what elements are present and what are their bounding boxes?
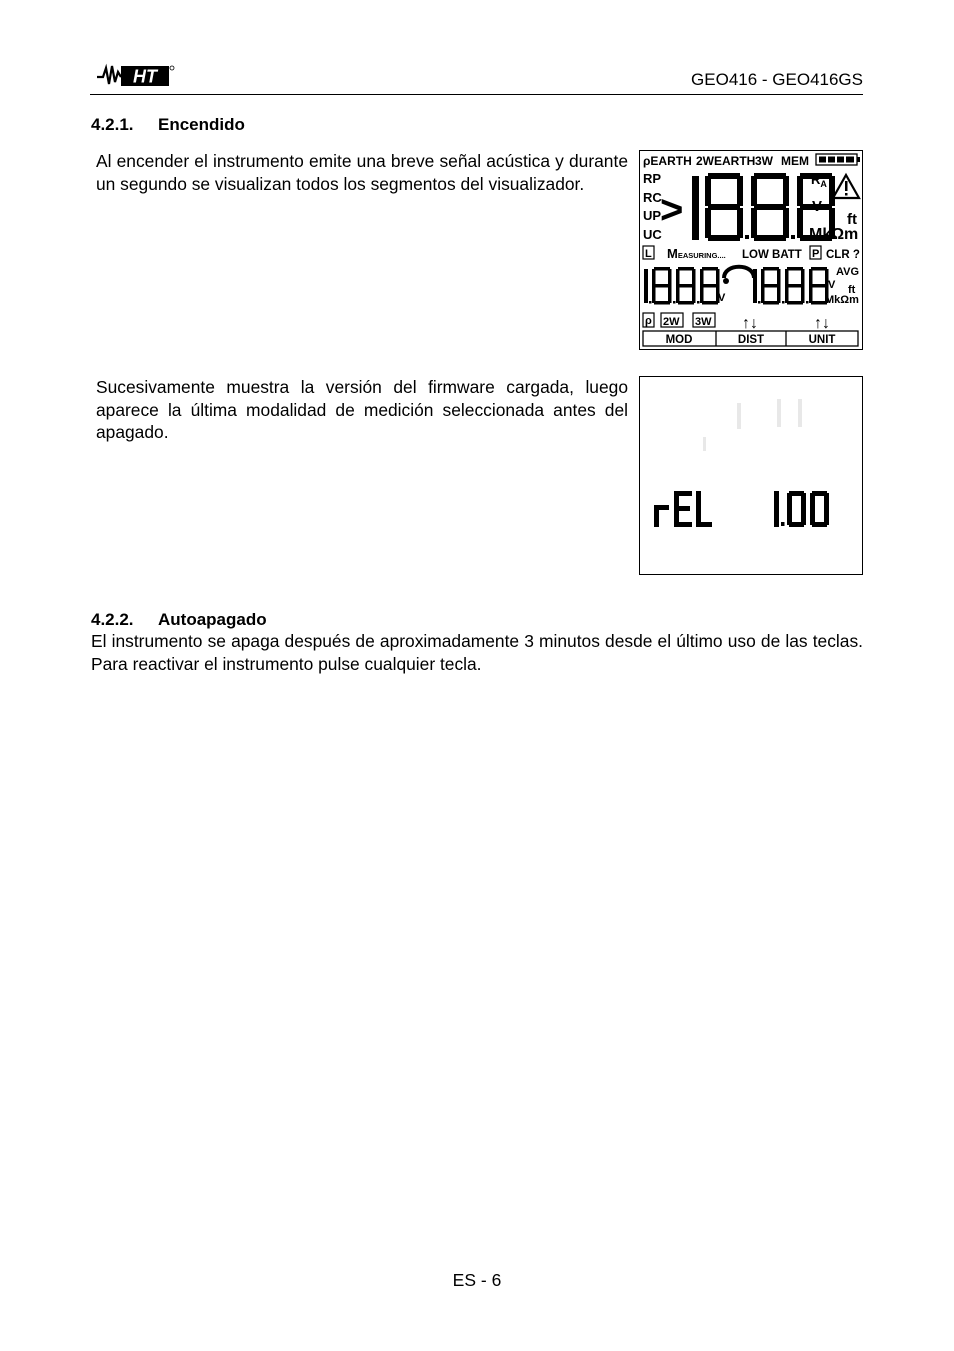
paragraph-firmware: Sucesivamente muestra la versión del firmware cargada, luego aparece la última modalidad de medición seleccionada antes del apagado. [96, 377, 628, 443]
lcd-all-segments [639, 150, 863, 350]
section-title: Autoapagado [158, 610, 267, 629]
lcd-sub-unit-v: V [828, 279, 836, 291]
battery-icon [816, 154, 860, 165]
loop-icon [724, 267, 754, 278]
section-title: Encendido [158, 115, 245, 134]
greater-than-icon: > [660, 188, 684, 232]
lcd-unit-ra: $R_A$ [811, 172, 827, 189]
section-heading-autoapagado [91, 610, 267, 630]
lcd-status-clr: CLR ? [826, 249, 860, 261]
page-number: ES - 6 [452, 1270, 502, 1290]
lcd-unit-v: V [812, 198, 823, 215]
lcd-unit-mkohm: MkΩm [809, 226, 859, 243]
lcd-button-mod: MOD [665, 334, 693, 346]
lcd-label-3w: 3W [755, 154, 773, 168]
document-model: GEO416 - GEO416GS [691, 70, 863, 89]
lcd-status-measuring: MEASURING.... [667, 246, 726, 261]
arrows-icon-dist: ↑↓ [742, 315, 758, 332]
lcd-sub-unit-avg: AVG [836, 266, 860, 278]
ht-logo [95, 60, 175, 90]
lcd-status-l: L [645, 248, 652, 260]
paragraph-auto-off: El instrumento se apaga después de aproximadamente 3 minutos desde el último uso de las teclas. Para reactivar el instrumento pulse cualquier tecla. [91, 631, 863, 674]
lcd-label-mem: MEM [781, 154, 809, 168]
lcd-button-unit: UNIT [808, 334, 836, 346]
lcd-sub-digits-left [644, 267, 720, 305]
lcd-label-rc: RC [643, 190, 662, 205]
lcd-status-low-batt: LOW BATT [742, 249, 802, 261]
section-heading-encendido [91, 115, 245, 135]
lcd-firmware-version [639, 376, 863, 575]
lcd-unit-ft: ft [847, 211, 857, 228]
lcd-button-dist: DIST [737, 334, 765, 346]
lcd-sub-unit-v-left: V [718, 292, 726, 304]
section-number: 4.2.2. [91, 610, 134, 629]
warning-icon [833, 175, 859, 198]
lcd-mode-3w: 3W [695, 316, 712, 328]
lcd-text-version [774, 491, 829, 527]
paragraph-power-on: Al encender el instrumento emite una breve señal acústica y durante un segundo se visualizan todos los segmentos del visualizador. [96, 151, 628, 194]
lcd-label-rho-earth: ρEARTH [643, 154, 692, 168]
lcd-label-rp: RP [643, 171, 662, 186]
lcd-label-uc: UC [643, 227, 662, 242]
lcd-label-up: UP [643, 208, 662, 223]
lcd-mode-rho: ρ [645, 315, 652, 327]
lcd-status-p: P [812, 248, 820, 260]
lcd-sub-unit-mkohm: MkΩm [825, 294, 859, 306]
svg-text:HT: HT [133, 66, 157, 87]
arrows-icon-unit: ↑↓ [814, 315, 830, 332]
lcd-sub-unit-ft: ft [848, 284, 856, 296]
lcd-label-2w-earth: 2WEARTH [696, 154, 756, 168]
lcd-text-rel [654, 491, 712, 527]
lcd-ghost-segments [703, 399, 802, 451]
header-rule [90, 94, 863, 95]
lcd-sub-digits-right [753, 267, 829, 305]
lcd-mode-2w: 2W [663, 316, 680, 328]
section-number: 4.2.1. [91, 115, 134, 134]
